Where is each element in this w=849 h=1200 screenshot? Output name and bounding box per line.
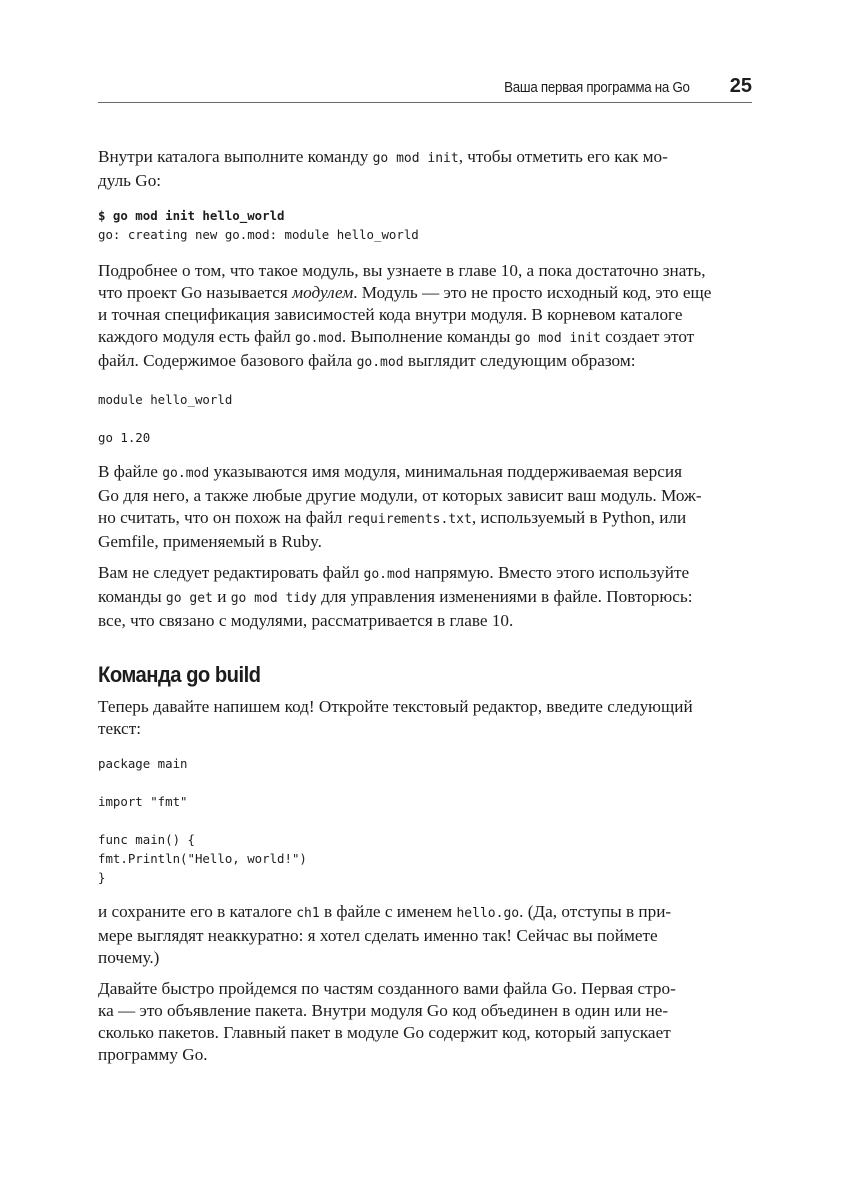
text: что проект Go называется: [98, 283, 293, 302]
inline-code: go mod init: [514, 331, 601, 346]
inline-code: go.mod: [294, 331, 342, 346]
text: Подробнее о том, что такое модуль, вы узнаете в главе 10, а пока достаточно знать,: [98, 261, 706, 280]
code-block-go-mod-init: [98, 206, 752, 244]
text: . Выполнение команды: [341, 327, 515, 346]
code-line: }: [98, 870, 106, 885]
text: указываются имя модуля, минимальная поддерживаемая версия: [209, 462, 682, 481]
paragraph-do-not-edit: [98, 562, 752, 632]
text: для управления изменениями в файле. Повторюсь:: [316, 587, 693, 606]
text: все, что связано с модулями, рассматривается в главе 10.: [98, 611, 514, 630]
text: почему.): [98, 948, 160, 967]
text: но считать, что он похож на файл: [98, 508, 347, 527]
inline-code: go mod tidy: [230, 591, 317, 606]
text: файл. Содержимое базового файла: [98, 351, 357, 370]
text: сколько пакетов. Главный пакет в модуле Go содержит код, который запускает: [98, 1023, 671, 1042]
paragraph-package-declaration: [98, 978, 752, 1066]
emphasis: модулем: [292, 283, 354, 302]
text: напрямую. Вместо этого используйте: [410, 563, 690, 582]
code-block-hello-world: [98, 754, 752, 887]
text: . (Да, отступы в при-: [519, 902, 672, 921]
code-line: package main: [98, 756, 188, 771]
inline-code: go.mod: [356, 355, 404, 370]
text: и сохраните его в каталоге: [98, 902, 297, 921]
inline-code: go.mod: [162, 466, 210, 481]
text: , используемый в Python, или: [471, 508, 687, 527]
text: дуль Go:: [98, 171, 162, 190]
code-line: fmt.Println("Hello, world!"): [98, 851, 307, 866]
text: команды: [98, 587, 166, 606]
inline-code: go get: [165, 591, 213, 606]
text: Вам не следует редактировать файл: [98, 563, 364, 582]
inline-code: ch1: [296, 906, 320, 921]
page-number: 25: [729, 75, 752, 97]
inline-code: requirements.txt: [346, 512, 472, 527]
code-block-go-mod-contents: [98, 390, 752, 447]
running-header: [98, 76, 752, 104]
code-line: func main() {: [98, 832, 195, 847]
section-heading: Команда go build: [98, 662, 261, 687]
text: Теперь давайте напишем код! Откройте текстовый редактор, введите следующий: [98, 697, 693, 716]
text: . Модуль — это не просто исходный код, это еще: [353, 283, 712, 302]
inline-code: go.mod: [363, 567, 411, 582]
text: создает этот: [600, 327, 695, 346]
code-line: go 1.20: [98, 430, 151, 445]
running-title: Ваша первая программа на Go: [504, 80, 690, 96]
text: В файле: [98, 462, 163, 481]
text: программу Go.: [98, 1045, 208, 1064]
text: ка — это объявление пакета. Внутри модуля Go код объединен в один или не-: [98, 1001, 669, 1020]
text: Внутри каталога выполните команду: [98, 147, 373, 166]
inline-code: go mod init: [372, 151, 459, 166]
paragraph-go-mod-file: [98, 461, 752, 553]
paragraph-save-file: [98, 901, 752, 969]
paragraph-go-mod-init: [98, 146, 752, 192]
text: каждого модуля есть файл: [98, 327, 295, 346]
text: и: [212, 587, 231, 606]
text: , чтобы отметить его как мо-: [458, 147, 668, 166]
inline-code: hello.go: [456, 906, 520, 921]
header-rule: [98, 102, 752, 103]
code-line: import "fmt": [98, 794, 188, 809]
text: текст:: [98, 719, 141, 738]
text: Gemfile, применяемый в Ruby.: [98, 532, 322, 551]
text: Давайте быстро пройдемся по частям созданного вами файла Go. Первая стро-: [98, 979, 676, 998]
paragraph-write-code: [98, 696, 752, 740]
text: и точная спецификация зависимостей кода внутри модуля. В корневом каталоге: [98, 305, 683, 324]
paragraph-module-explanation: [98, 260, 752, 374]
text: в файле с именем: [319, 902, 457, 921]
code-line: $ go mod init hello_world: [98, 208, 285, 223]
code-line: module hello_world: [98, 392, 233, 407]
page-content: [98, 146, 752, 1066]
text: Go для него, а также любые другие модули, от которых зависит ваш модуль. Мож-: [98, 486, 702, 505]
text: выглядит следующим образом:: [403, 351, 636, 370]
text: мере выглядят неаккуратно: я хотел сделать именно так! Сейчас вы поймете: [98, 926, 658, 945]
code-line: go: creating new go.mod: module hello_world: [98, 227, 419, 242]
